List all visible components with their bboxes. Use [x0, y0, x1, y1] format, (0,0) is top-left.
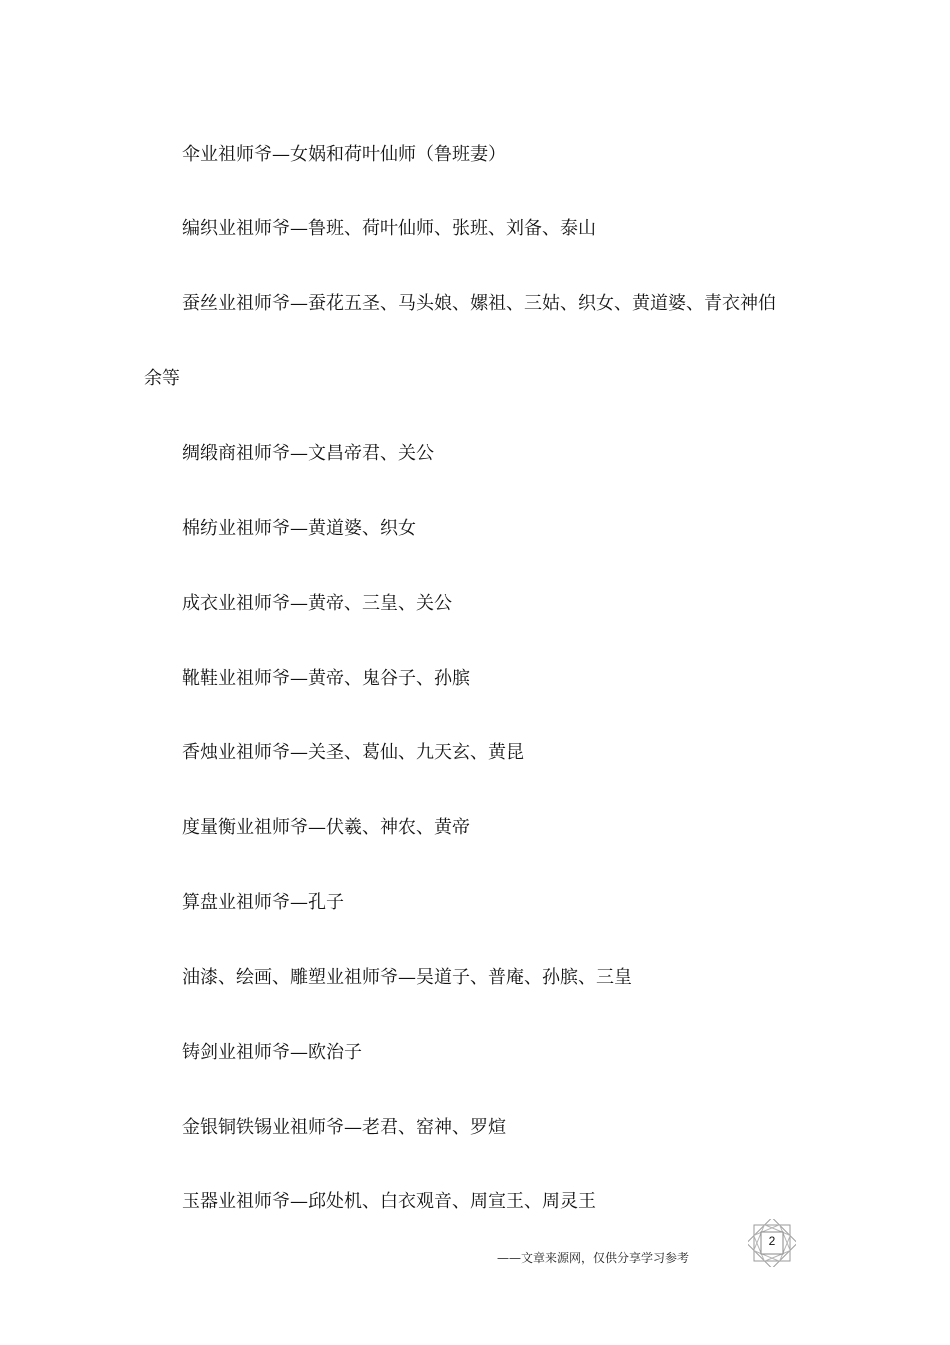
text-line: 算盘业祖师爷—孔子	[182, 892, 344, 913]
page-number: 2	[768, 1234, 776, 1248]
text-line: 玉器业祖师爷—邱处机、白衣观音、周宣王、周灵王	[182, 1191, 596, 1212]
text-line: 度量衡业祖师爷—伏羲、神农、黄帝	[182, 817, 470, 838]
text-line: 伞业祖师爷—女娲和荷叶仙师（鲁班妻）	[182, 144, 506, 165]
page-number-badge	[748, 1219, 796, 1267]
text-line: 编织业祖师爷—鲁班、荷叶仙师、张班、刘备、泰山	[182, 218, 596, 239]
text-line: 靴鞋业祖师爷—黄帝、鬼谷子、孙膑	[182, 668, 470, 689]
text-line: 棉纺业祖师爷—黄道婆、织女	[182, 518, 416, 539]
text-line: 绸缎商祖师爷—文昌帝君、关公	[182, 443, 434, 464]
source-footer-note: ——文章来源网，仅供分享学习参考	[497, 1251, 690, 1265]
text-line-continuation: 余等	[144, 368, 180, 389]
text-line: 油漆、绘画、雕塑业祖师爷—吴道子、普庵、孙膑、三皇	[182, 967, 632, 988]
text-line: 铸剑业祖师爷—欧治子	[182, 1042, 362, 1063]
text-line: 蚕丝业祖师爷—蚕花五圣、马头娘、嫘祖、三姑、织女、黄道婆、青衣神伯	[182, 293, 776, 314]
text-line: 香烛业祖师爷—关圣、葛仙、九天玄、黄昆	[182, 742, 524, 763]
text-line: 成衣业祖师爷—黄帝、三皇、关公	[182, 593, 452, 614]
text-line: 金银铜铁锡业祖师爷—老君、窑神、罗煊	[182, 1117, 506, 1138]
